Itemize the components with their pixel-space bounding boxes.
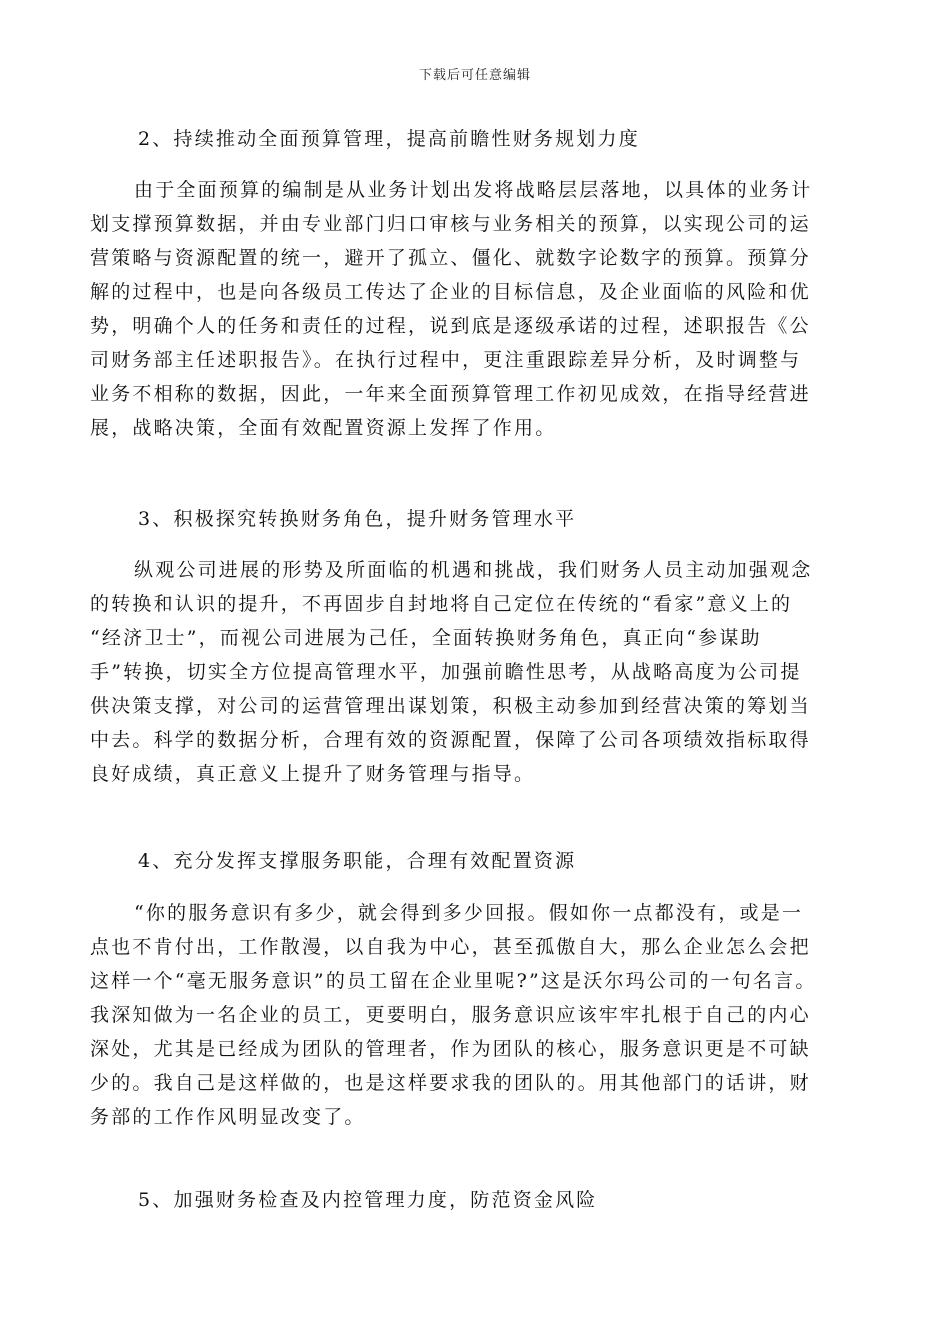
paragraph-line: 点也不肯付出，工作散漫，以自我为中心，甚至孤傲自大，那么企业怎么会把 [90, 936, 811, 958]
paragraph-line: 的转换和认识的提升，不再固步自封地将自己定位在传统的“看家”意义上的 [90, 593, 793, 615]
section-heading-3: 3、积极探究转换财务角色，提升财务管理水平 [138, 508, 577, 530]
paragraph-line: 供决策支撑，对公司的运营管理出谋划策，积极主动参加到经营决策的筹划当 [90, 695, 811, 717]
paragraph-line: 中去。科学的数据分析，合理有效的资源配置，保障了公司各项绩效指标取得 [90, 729, 811, 751]
paragraph-line: 解的过程中，也是向各级员工传达了企业的目标信息，及企业面临的风险和优 [90, 281, 811, 303]
paragraph-line: 少的。我自己是这样做的，也是这样要求我的团队的。用其他部门的话讲，财 [90, 1072, 811, 1094]
paragraph-line: “经济卫士”，而视公司进展为己任，全面转换财务角色，真正向“参谋助 [90, 627, 762, 649]
paragraph-line: 业务不相称的数据，因此，一年来全面预算管理工作初见成效，在指导经营进 [90, 383, 811, 405]
paragraph-line: 良好成绩，真正意义上提升了财务管理与指导。 [90, 763, 536, 785]
section-paragraph-4 [90, 896, 850, 1134]
paragraph-line: 营策略与资源配置的统一，避开了孤立、僵化、就数字论数字的预算。预算分 [90, 247, 811, 269]
paragraph-line: 我深知做为一名企业的员工，更要明白，服务意识应该牢牢扎根于自己的内心 [90, 1004, 811, 1026]
paragraph-line: 司财务部主任述职报告》。在执行过程中，更注重跟踪差异分析，及时调整与 [90, 349, 802, 371]
paragraph-line: 展，战略决策，全面有效配置资源上发挥了作用。 [90, 417, 557, 439]
section-heading-4: 4、充分发挥支撑服务职能，合理有效配置资源 [138, 850, 577, 872]
paragraph-line: “你的服务意识有多少，就会得到多少回报。假如你一点都没有，或是一 [134, 902, 804, 924]
header-note: 下载后可任意编辑 [418, 68, 531, 83]
paragraph-line: 纵观公司进展的形势及所面临的机遇和挑战，我们财务人员主动加强观念 [134, 559, 813, 581]
section-paragraph-3 [90, 553, 850, 791]
section-heading-2: 2、持续推动全面预算管理，提高前瞻性财务规划力度 [138, 128, 640, 150]
paragraph-line: 务部的工作作风明显改变了。 [90, 1106, 366, 1128]
paragraph-line: 势，明确个人的任务和责任的过程，说到底是逐级承诺的过程，述职报告《公 [90, 315, 811, 337]
paragraph-line: 深处，尤其是已经成为团队的管理者，作为团队的核心，服务意识更是不可缺 [90, 1038, 811, 1060]
paragraph-line: 手”转换，切实全方位提高管理水平，加强前瞻性思考，从战略高度为公司提 [90, 661, 802, 683]
paragraph-line: 这样一个“毫无服务意识”的员工留在企业里呢?”这是沃尔玛公司的一句名言。 [90, 970, 817, 992]
paragraph-line: 划支撑预算数据，并由专业部门归口审核与业务相关的预算，以实现公司的运 [90, 213, 811, 235]
section-heading-5: 5、加强财务检查及内控管理力度，防范资金风险 [138, 1189, 598, 1211]
section-paragraph-2 [90, 173, 850, 445]
paragraph-line: 由于全面预算的编制是从业务计划出发将战略层层落地，以具体的业务计 [134, 179, 813, 201]
